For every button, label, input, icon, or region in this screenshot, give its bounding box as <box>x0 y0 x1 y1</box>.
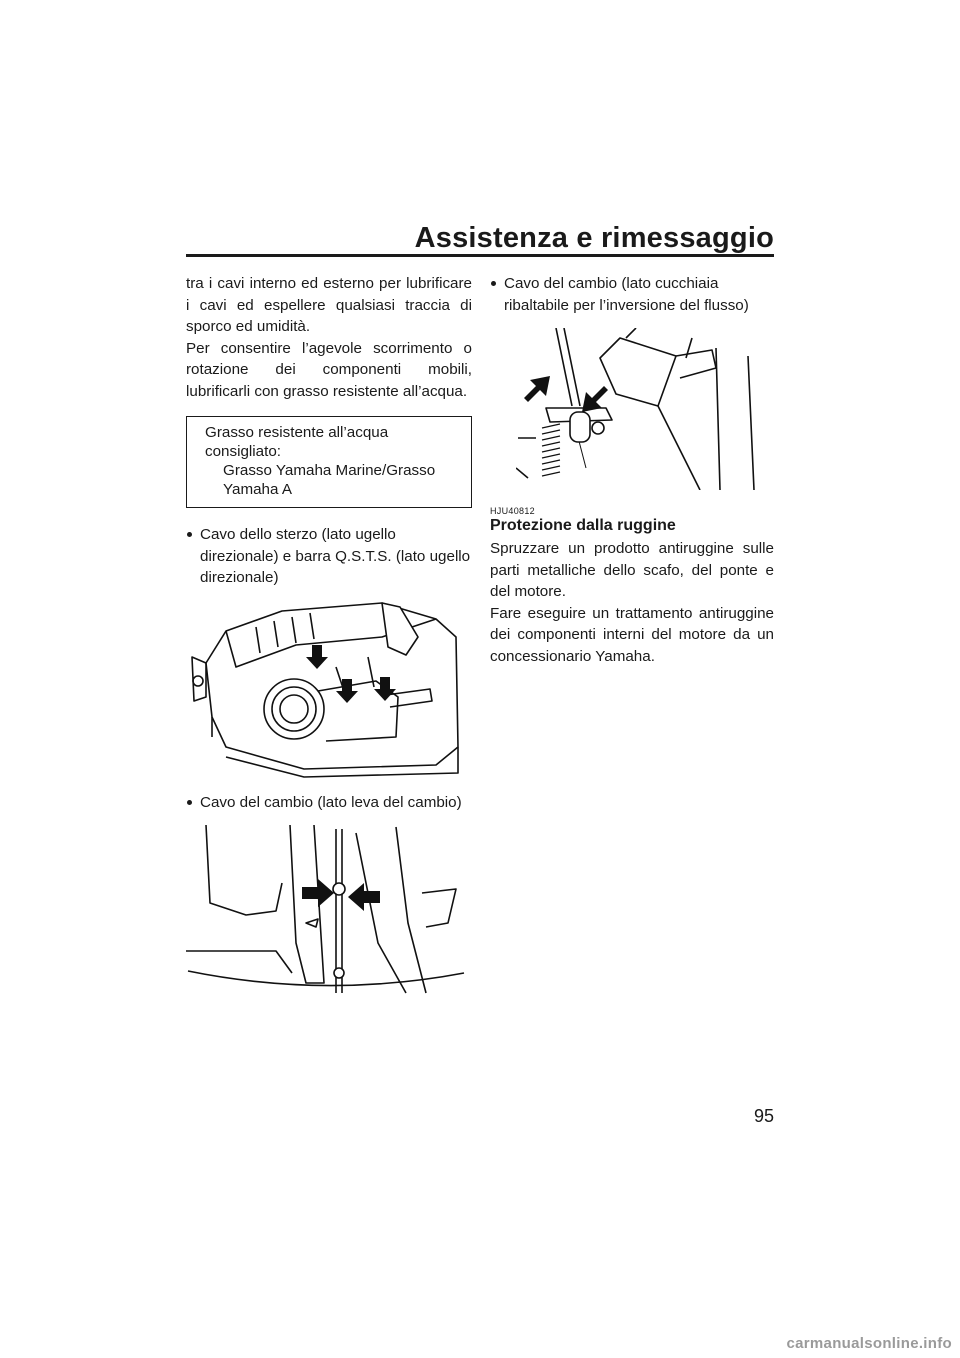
spec-value-1: Grasso Yamaha Marine/Grasso <box>223 462 436 479</box>
left-column <box>186 273 472 1003</box>
shift-lever-illustration <box>186 823 472 1003</box>
grease-spec-box <box>186 416 472 508</box>
section-title: Protezione dalla ruggine <box>490 517 676 534</box>
page-number: 95 <box>753 1106 774 1126</box>
spec-heading: Grasso resistente all’acqua consigliato: <box>205 424 389 460</box>
watermark: carmanualsonline.info <box>786 1335 952 1352</box>
reverse-gate-illustration <box>516 328 800 490</box>
page-title: Assistenza e rimessaggio <box>414 222 774 254</box>
intro-paragraph-1: tra i cavi interno ed esterno per lubrificare i cavi ed espellere qualsiasi traccia di sporco ed umidità. <box>186 275 472 335</box>
spec-value-2: Yamaha A <box>223 481 292 498</box>
steering-nozzle-illustration <box>186 597 472 782</box>
bullet-shift-cable-lever: Cavo del cambio (lato leva del cambio) <box>186 792 472 814</box>
bullet-shift-cable-reverse-gate: Cavo del cambio (lato cucchiaia ribaltabile per l’inversione del flusso) <box>490 273 774 316</box>
header-rule <box>186 254 774 257</box>
bullet-steering-cable: Cavo dello sterzo (lato ugello direzionale) e barra Q.S.T.S. (lato ugello direzionale) <box>186 524 472 589</box>
section-code: HJU40812 <box>490 506 535 516</box>
rust-paragraph-1: Spruzzare un prodotto antiruggine sulle parti metalliche dello scafo, del ponte e del motore. <box>490 540 774 600</box>
intro-paragraph-2: Per consentire l’agevole scorrimento o rotazione dei componenti mobili, lubrificarli con grasso resistente all’acqua. <box>186 339 472 400</box>
right-column <box>490 273 774 667</box>
rust-paragraph-2: Fare eseguire un trattamento antiruggine dei componenti interni del motore da un concessionario Yamaha. <box>490 604 774 665</box>
